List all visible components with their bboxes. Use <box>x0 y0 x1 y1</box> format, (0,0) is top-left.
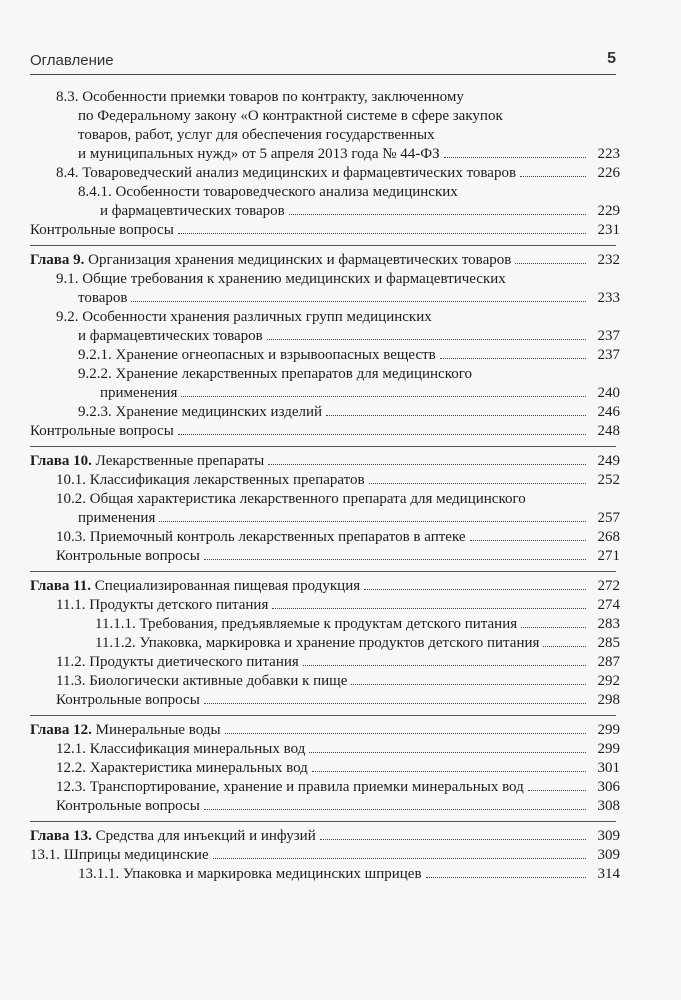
toc-entry-text: 11.1.2. Упаковка, маркировка и хранение продуктов детского питания <box>95 635 540 651</box>
toc-page-number: 271 <box>597 548 620 564</box>
dot-leader <box>289 213 586 215</box>
toc-entry-text: товаров, работ, услуг для обеспечения государственных <box>78 127 435 143</box>
toc-entry-text: Контрольные вопросы <box>56 548 200 564</box>
toc-entry-text: и муниципальных нужд» от 5 апреля 2013 года № 44-ФЗ <box>78 146 440 162</box>
chapter-title: Лекарственные препараты <box>95 453 265 469</box>
dot-leader <box>303 664 586 666</box>
toc-page-number: 287 <box>597 654 620 670</box>
dot-leader <box>268 463 586 465</box>
toc-entry[interactable] <box>30 221 620 240</box>
toc-chapter-entry[interactable] <box>30 827 620 846</box>
chapter-label: Глава 9. <box>30 252 89 268</box>
dot-leader <box>326 414 586 416</box>
toc-entry[interactable] <box>30 346 620 365</box>
toc-entry[interactable] <box>30 778 620 797</box>
chapter-separator <box>30 446 616 447</box>
toc-entry-text: 9.1. Общие требования к хранению медицинских и фармацевтических <box>56 271 506 287</box>
toc-entry-text: 9.2.1. Хранение огнеопасных и взрывоопасных веществ <box>78 347 436 363</box>
dot-leader <box>204 558 586 560</box>
dot-leader <box>543 645 586 647</box>
toc-entry[interactable] <box>30 672 620 691</box>
toc-entry-text: товаров <box>78 290 128 306</box>
dot-leader <box>267 338 586 340</box>
toc-entry-text <box>30 721 221 740</box>
toc-entry[interactable] <box>30 490 620 528</box>
toc-entry-text: 8.4.1. Особенности товароведческого анализа медицинских <box>78 184 458 200</box>
toc-entry[interactable] <box>30 691 620 710</box>
chapter-title: Минеральные воды <box>95 722 221 738</box>
toc-page-number: 233 <box>597 290 620 306</box>
toc-page-number: 249 <box>597 453 620 469</box>
toc-page-number: 314 <box>597 866 620 882</box>
chapter-label: Глава 13. <box>30 828 96 844</box>
toc-page-number: 272 <box>597 578 620 594</box>
dot-leader <box>369 482 586 484</box>
dot-leader <box>444 156 586 158</box>
toc-entry-text: 9.2.2. Хранение лекарственных препаратов для медицинского <box>78 366 472 382</box>
toc-entry-text: применения <box>78 510 156 526</box>
toc-entry[interactable] <box>30 865 620 884</box>
toc-page-number: 223 <box>597 146 620 162</box>
toc-entry[interactable] <box>30 547 620 566</box>
toc-page-number: 292 <box>597 673 620 689</box>
toc-page-number: 306 <box>597 779 620 795</box>
toc-entry[interactable] <box>30 653 620 672</box>
dot-leader <box>204 808 586 810</box>
toc-entry-text: 11.1.1. Требования, предъявляемые к продуктам детского питания <box>95 616 518 632</box>
toc-page-number: 299 <box>597 722 620 738</box>
toc-page-number: 299 <box>597 741 620 757</box>
dot-leader <box>159 520 586 522</box>
toc-entry-text: Контрольные вопросы <box>30 222 174 238</box>
dot-leader <box>204 702 586 704</box>
dot-leader <box>309 751 586 753</box>
chapter-separator <box>30 571 616 572</box>
toc-entry-text: 11.2. Продукты диетического питания <box>56 654 299 670</box>
dot-leader <box>320 838 586 840</box>
toc-page-number: 283 <box>597 616 620 632</box>
dot-leader <box>521 626 586 628</box>
toc-entry[interactable] <box>30 528 620 547</box>
toc-page-number: 237 <box>597 347 620 363</box>
toc-page-number: 226 <box>597 165 620 181</box>
chapter-separator <box>30 715 616 716</box>
toc-page-number: 257 <box>597 510 620 526</box>
dot-leader <box>426 876 586 878</box>
toc-entry-text: 13.1.1. Упаковка и маркировка медицинских шприцев <box>78 866 422 882</box>
toc-chapter-entry[interactable] <box>30 452 620 471</box>
toc-entry[interactable] <box>30 365 620 403</box>
dot-leader <box>470 539 586 541</box>
dot-leader <box>312 770 586 772</box>
toc-chapter-entry[interactable] <box>30 721 620 740</box>
toc-page-number: 232 <box>597 252 620 268</box>
toc-entry-text: 12.3. Транспортирование, хранение и правила приемки минеральных вод <box>56 779 524 795</box>
toc-entry[interactable] <box>30 596 620 615</box>
toc-page-number: 301 <box>597 760 620 776</box>
toc-entry[interactable] <box>30 308 620 346</box>
dot-leader <box>213 857 586 859</box>
toc-entry[interactable] <box>30 270 620 308</box>
dot-leader <box>272 607 586 609</box>
dot-leader <box>181 395 586 397</box>
toc-entry-text: 12.1. Классификация минеральных вод <box>56 741 306 757</box>
toc-entry-text: 11.3. Биологически активные добавки к пище <box>56 673 348 689</box>
table-of-contents <box>30 88 620 884</box>
page-number: 5 <box>607 50 616 67</box>
chapter-title: Средства для инъекций и инфузий <box>95 828 316 844</box>
dot-leader <box>364 588 586 590</box>
dot-leader <box>528 789 586 791</box>
dot-leader <box>520 175 586 177</box>
running-title: Оглавление <box>30 52 114 69</box>
dot-leader <box>515 262 586 264</box>
toc-entry-text: Контрольные вопросы <box>56 692 200 708</box>
toc-entry[interactable] <box>30 846 620 865</box>
toc-entry[interactable] <box>30 615 620 634</box>
toc-entry-text <box>30 452 264 471</box>
toc-page-number: 309 <box>597 847 620 863</box>
dot-leader <box>351 683 586 685</box>
toc-entry[interactable] <box>30 471 620 490</box>
toc-entry-text: 9.2.3. Хранение медицинских изделий <box>78 404 323 420</box>
toc-entry-text: 13.1. Шприцы медицинские <box>30 847 209 863</box>
toc-page-number: 274 <box>597 597 620 613</box>
toc-page-number: 229 <box>597 203 620 219</box>
toc-entry[interactable] <box>30 183 620 221</box>
toc-page-number: 248 <box>597 423 620 439</box>
chapter-title: Специализированная пищевая продукция <box>94 578 361 594</box>
toc-entry-text: Контрольные вопросы <box>30 423 174 439</box>
chapter-label: Глава 12. <box>30 722 96 738</box>
chapter-separator <box>30 245 616 246</box>
toc-entry[interactable] <box>30 634 620 653</box>
toc-entry-text: применения <box>100 385 178 401</box>
toc-page-number: 298 <box>597 692 620 708</box>
toc-entry-text: Контрольные вопросы <box>56 798 200 814</box>
chapter-label: Глава 10. <box>30 453 96 469</box>
page-header <box>30 50 616 72</box>
header-rule <box>30 74 616 75</box>
toc-entry-text: 8.4. Товароведческий анализ медицинских и фармацевтических товаров <box>56 165 517 181</box>
toc-entry-text: 9.2. Особенности хранения различных групп медицинских <box>56 309 432 325</box>
toc-page-number: 309 <box>597 828 620 844</box>
toc-entry-text: и фармацевтических товаров <box>100 203 285 219</box>
toc-page-number: 246 <box>597 404 620 420</box>
dot-leader <box>178 232 586 234</box>
toc-entry-text: по Федеральному закону «О контрактной системе в сфере закупок <box>78 108 503 124</box>
toc-page-number: 252 <box>597 472 620 488</box>
toc-entry[interactable] <box>30 740 620 759</box>
toc-entry[interactable] <box>30 403 620 422</box>
toc-entry-text <box>30 251 511 270</box>
toc-entry[interactable] <box>30 422 620 441</box>
toc-entry-text: 8.3. Особенности приемки товаров по контракту, заключенному <box>56 89 464 105</box>
toc-page-number: 308 <box>597 798 620 814</box>
toc-page-number: 240 <box>597 385 620 401</box>
toc-entry[interactable] <box>30 797 620 816</box>
toc-entry-text <box>30 577 360 596</box>
dot-leader <box>131 300 586 302</box>
toc-entry-text: 10.2. Общая характеристика лекарственного препарата для медицинского <box>56 491 526 507</box>
toc-entry[interactable] <box>30 164 620 183</box>
toc-page-number: 285 <box>597 635 620 651</box>
toc-chapter-entry[interactable] <box>30 251 620 270</box>
dot-leader <box>225 732 586 734</box>
toc-entry-text: 11.1. Продукты детского питания <box>56 597 269 613</box>
toc-entry-text: 10.3. Приемочный контроль лекарственных препаратов в аптеке <box>56 529 466 545</box>
toc-page-number: 231 <box>597 222 620 238</box>
toc-entry[interactable] <box>30 88 620 164</box>
toc-entry-text: 12.2. Характеристика минеральных вод <box>56 760 308 776</box>
chapter-title: Организация хранения медицинских и фармацевтических товаров <box>88 252 512 268</box>
toc-entry[interactable] <box>30 759 620 778</box>
toc-page-number: 268 <box>597 529 620 545</box>
dot-leader <box>178 433 586 435</box>
toc-entry-text: 10.1. Классификация лекарственных препаратов <box>56 472 365 488</box>
toc-entry-text <box>30 827 316 846</box>
chapter-separator <box>30 821 616 822</box>
toc-entry-text: и фармацевтических товаров <box>78 328 263 344</box>
dot-leader <box>440 357 586 359</box>
toc-chapter-entry[interactable] <box>30 577 620 596</box>
chapter-label: Глава 11. <box>30 578 95 594</box>
toc-page-number: 237 <box>597 328 620 344</box>
